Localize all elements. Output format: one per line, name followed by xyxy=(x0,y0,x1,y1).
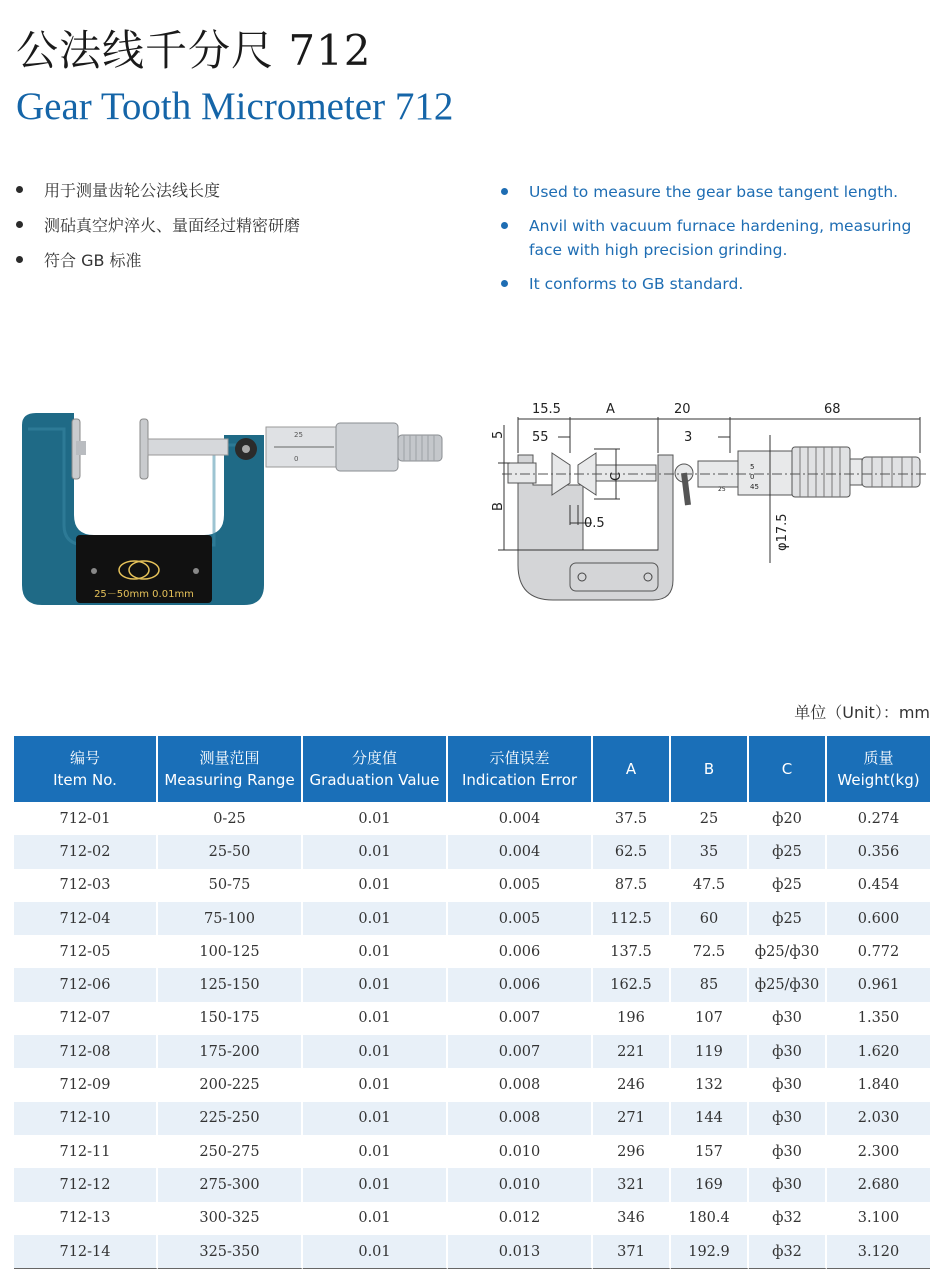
table-cell: 0.010 xyxy=(448,1168,593,1201)
table-cell: 0.008 xyxy=(448,1068,593,1101)
table-row xyxy=(14,1235,930,1269)
table-row xyxy=(14,1102,930,1135)
feature-cn-item: 用于测量齿轮公法线长度 xyxy=(16,178,300,213)
table-cell: ф20 xyxy=(749,802,827,835)
table-cell: ф30 xyxy=(749,1002,827,1035)
table-cell: 1.840 xyxy=(857,1077,900,1094)
table-cell: 712-09 xyxy=(14,1068,158,1101)
feature-en-item: It conforms to GB standard. xyxy=(501,272,941,296)
column-header-cn: 编号 xyxy=(69,749,100,767)
spec-table xyxy=(14,736,930,1269)
column-header-cn: A xyxy=(625,760,637,778)
table-cell: 271 xyxy=(593,1102,671,1135)
table-cell: 200-225 xyxy=(158,1068,303,1101)
features-en-list xyxy=(501,180,941,306)
column-header-cn: 示值误差 xyxy=(489,749,550,767)
scale-mark: 25 xyxy=(294,431,303,439)
table-cell: 0.007 xyxy=(448,1002,593,1035)
table-cell: 119 xyxy=(671,1035,749,1068)
table-cell: 2.300 xyxy=(857,1143,900,1160)
table-cell: 0.274 xyxy=(857,810,900,827)
table-cell: 712-14 xyxy=(14,1235,158,1269)
table-body xyxy=(14,802,930,1269)
features-cn-list xyxy=(16,178,300,283)
table-cell: 3.120 xyxy=(827,1235,930,1269)
table-cell: ф25 xyxy=(749,902,827,935)
micrometer-photo xyxy=(14,405,454,615)
table-cell: 712-06 xyxy=(14,968,158,1001)
table-cell: ф25 xyxy=(749,869,827,902)
bullet-icon xyxy=(16,221,23,228)
table-cell: ф30 xyxy=(749,1168,827,1201)
column-header-cn: 分度值 xyxy=(351,749,397,767)
table-cell: 0.600 xyxy=(827,902,930,935)
table-cell: 0.01 xyxy=(303,1035,448,1068)
dim-phi-17-5: φ17.5 xyxy=(775,513,790,551)
bullet-icon xyxy=(501,280,508,287)
table-cell: 75-100 xyxy=(158,902,303,935)
table-row xyxy=(14,802,930,835)
table-row xyxy=(14,902,930,935)
table-cell: 0.01 xyxy=(303,1102,448,1135)
table-cell: 162.5 xyxy=(593,968,671,1001)
table-cell: 157 xyxy=(671,1135,749,1168)
table-cell: 0.356 xyxy=(827,835,930,868)
table-cell: ф25/ф30 xyxy=(749,935,827,968)
table-header-row xyxy=(14,736,930,802)
bullet-icon xyxy=(501,222,508,229)
table-row xyxy=(14,1068,930,1101)
table-cell: 250-275 xyxy=(158,1135,303,1168)
dim-c: C xyxy=(609,471,624,481)
column-header xyxy=(671,736,749,802)
table-cell: 0.01 xyxy=(303,1235,448,1269)
table-cell: 0.454 xyxy=(857,877,900,894)
table-cell: 35 xyxy=(671,835,749,868)
table-cell: ф32 xyxy=(749,1235,827,1269)
table-row xyxy=(14,1135,930,1168)
table-cell: 0.01 xyxy=(303,802,448,835)
table-cell: 712-13 xyxy=(14,1202,158,1235)
table-cell: 712-10 xyxy=(14,1102,158,1135)
table-cell: 60 xyxy=(671,902,749,935)
table-cell: 0.010 xyxy=(448,1135,593,1168)
table-cell: ф25 xyxy=(749,835,827,868)
feature-en-item: Anvil with vacuum furnace hardening, measuring face with high precision grinding. xyxy=(501,214,941,262)
table-cell: 0.961 xyxy=(827,968,930,1001)
table-cell: 0.005 xyxy=(448,902,593,935)
table-cell: 712-11 xyxy=(14,1135,158,1168)
table-cell: 137.5 xyxy=(593,935,671,968)
table-cell: 0.01 xyxy=(303,1202,448,1235)
page-title-en: Gear Tooth Micrometer 712 xyxy=(16,85,454,128)
table-cell: 0.01 xyxy=(303,1002,448,1035)
dim-b: B xyxy=(491,502,506,511)
column-header-cn: C xyxy=(781,760,793,778)
table-row xyxy=(14,935,930,968)
table-cell: 0.013 xyxy=(448,1235,593,1269)
table-cell: 321 xyxy=(593,1168,671,1201)
table-cell: 0.005 xyxy=(448,869,593,902)
column-header-cn: 测量范围 xyxy=(199,749,260,767)
table-cell: 150-175 xyxy=(158,1002,303,1035)
table-cell: 300-325 xyxy=(158,1202,303,1235)
table-cell: 0.008 xyxy=(448,1102,593,1135)
table-cell: 0.772 xyxy=(857,943,900,960)
table-cell: ф30 xyxy=(749,1102,827,1135)
table-row xyxy=(14,869,930,902)
table-cell: 275-300 xyxy=(158,1168,303,1201)
dim-20: 20 xyxy=(674,402,691,417)
column-header-en: Graduation Value xyxy=(309,771,440,789)
thimble-mark: 0 xyxy=(750,473,755,481)
table-cell: 50-75 xyxy=(158,869,303,902)
thimble-mark: 5 xyxy=(750,463,755,471)
table-cell: 325-350 xyxy=(158,1235,303,1269)
table-cell: 100-125 xyxy=(158,935,303,968)
table-cell: 246 xyxy=(593,1068,671,1101)
table-cell: 37.5 xyxy=(593,802,671,835)
page-title-cn: 公法线千分尺 712 xyxy=(16,26,372,75)
table-cell: 371 xyxy=(593,1235,671,1269)
table-cell: ф30 xyxy=(749,1068,827,1101)
table-cell: ф25/ф30 xyxy=(749,968,827,1001)
table-cell: 0.004 xyxy=(448,802,593,835)
column-header xyxy=(158,736,303,802)
column-header xyxy=(303,736,448,802)
table-cell: 1.620 xyxy=(827,1035,930,1068)
dim-68: 68 xyxy=(824,402,841,417)
table-cell: 712-02 xyxy=(14,835,158,868)
table-cell: 1.350 xyxy=(857,1010,900,1027)
thimble-mark: 45 xyxy=(750,483,759,491)
table-cell: 25-50 xyxy=(158,835,303,868)
nameplate-label: 25－50mm 0.01mm xyxy=(94,589,194,600)
table-cell: 712-01 xyxy=(14,802,158,835)
table-cell: 0.01 xyxy=(303,869,448,902)
table-row xyxy=(14,1202,930,1235)
table-cell: 0.01 xyxy=(303,1135,448,1168)
table-cell: 0.01 xyxy=(303,902,448,935)
dim-3: 3 xyxy=(684,430,693,445)
table-cell: 180.4 xyxy=(671,1202,749,1235)
dim-15-5: 15.5 xyxy=(532,402,561,417)
table-cell: 25 xyxy=(671,802,749,835)
column-header xyxy=(593,736,671,802)
table-cell: 712-04 xyxy=(14,902,158,935)
table-cell: 0.006 xyxy=(448,935,593,968)
table-cell: 0.01 xyxy=(303,835,448,868)
table-cell: 346 xyxy=(593,1202,671,1235)
table-cell: 85 xyxy=(671,968,749,1001)
table-row xyxy=(14,1035,930,1068)
table-cell: ф32 xyxy=(749,1202,827,1235)
column-header-cn: B xyxy=(703,760,715,778)
table-cell: 0.004 xyxy=(448,835,593,868)
table-cell: 712-12 xyxy=(14,1168,158,1201)
table-cell: 62.5 xyxy=(593,835,671,868)
table-cell: 0.01 xyxy=(303,1068,448,1101)
table-cell: 712-03 xyxy=(14,869,158,902)
column-header xyxy=(749,736,827,802)
table-cell: 225-250 xyxy=(158,1102,303,1135)
column-header xyxy=(827,736,930,802)
bullet-icon xyxy=(501,188,508,195)
feature-cn-item: 符合 GB 标准 xyxy=(16,248,300,283)
table-cell: 712-08 xyxy=(14,1035,158,1068)
dim-5: 5 xyxy=(491,430,506,439)
table-row xyxy=(14,835,930,868)
table-cell: ф30 xyxy=(749,1135,827,1168)
table-cell: 144 xyxy=(671,1102,749,1135)
table-cell: 175-200 xyxy=(158,1035,303,1068)
dim-0-5: 0.5 xyxy=(584,516,605,531)
table-cell: 712-05 xyxy=(14,935,158,968)
table-cell: 112.5 xyxy=(593,902,671,935)
dim-a: A xyxy=(606,402,615,417)
column-header-en: Measuring Range xyxy=(164,771,295,789)
table-cell: 125-150 xyxy=(158,968,303,1001)
table-cell: 712-07 xyxy=(14,1002,158,1035)
table-cell: 0.007 xyxy=(448,1035,593,1068)
table-cell: 132 xyxy=(671,1068,749,1101)
table-cell: 0.012 xyxy=(448,1202,593,1235)
column-header-en: Item No. xyxy=(53,771,117,789)
table-cell: 196 xyxy=(593,1002,671,1035)
bullet-icon xyxy=(16,186,23,193)
bullet-icon xyxy=(16,256,23,263)
column-header-cn: 质量 xyxy=(863,749,894,767)
table-cell: 72.5 xyxy=(671,935,749,968)
dim-55: 55 xyxy=(532,430,549,445)
table-row xyxy=(14,1002,930,1035)
table-cell: 47.5 xyxy=(671,869,749,902)
table-cell: 2.680 xyxy=(827,1168,930,1201)
table-cell: 0-25 xyxy=(158,802,303,835)
unit-label: 单位（Unit）：mm xyxy=(794,703,930,722)
table-cell: 221 xyxy=(593,1035,671,1068)
column-header xyxy=(448,736,593,802)
table-cell: 0.006 xyxy=(448,968,593,1001)
table-row xyxy=(14,1168,930,1201)
feature-cn-item: 测砧真空炉淬火、量面经过精密研磨 xyxy=(16,213,300,248)
column-header-en: Indication Error xyxy=(461,771,578,789)
table-cell: 107 xyxy=(671,1002,749,1035)
column-header xyxy=(14,736,158,802)
scale-mark: 0 xyxy=(294,455,299,463)
feature-en-item: Used to measure the gear base tangent length. xyxy=(501,180,941,204)
table-cell: 0.01 xyxy=(303,935,448,968)
table-row xyxy=(14,968,930,1001)
table-cell: 296 xyxy=(593,1135,671,1168)
table-cell: 0.01 xyxy=(303,968,448,1001)
table-cell: 87.5 xyxy=(593,869,671,902)
table-cell: 192.9 xyxy=(671,1235,749,1269)
table-cell: ф30 xyxy=(749,1035,827,1068)
thimble-mark: 25 xyxy=(718,486,726,493)
column-header-en: Weight(kg) xyxy=(837,771,920,789)
table-cell: 0.01 xyxy=(303,1168,448,1201)
table-cell: 169 xyxy=(671,1168,749,1201)
table-cell: 3.100 xyxy=(857,1210,900,1227)
dimension-diagram xyxy=(488,395,938,610)
table-cell: 2.030 xyxy=(827,1102,930,1135)
